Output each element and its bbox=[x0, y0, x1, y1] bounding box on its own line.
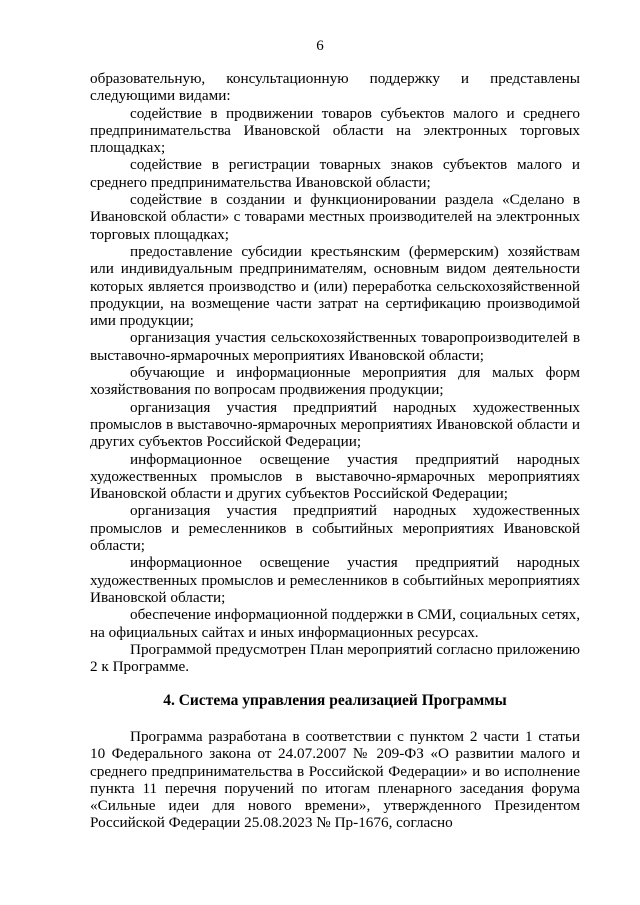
list-item-agri-exhibitions: организация участия сельскохозяйственных товаропроизводителей в выставочно-ярмарочных мероприятиях Ивановской области; bbox=[90, 329, 580, 364]
list-item-made-in-ivanovo-section: содействие в создании и функционировании раздела «Сделано в Ивановской области» с товарами местных производителей на электронных торговых площадках; bbox=[90, 191, 580, 243]
list-item-farm-subsidy: предоставление субсидии крестьянским (фермерским) хозяйствам или индивидуальным предпринимателям, основным видом деятельности которых является производство и (или) переработка сельскохозяйственной продукции, на возмещение части затрат на сертификацию производимой ими продукции; bbox=[90, 242, 580, 330]
list-item-training-events: обучающие и информационные мероприятия для малых форм хозяйствования по вопросам продвижения продукции; bbox=[90, 364, 580, 399]
list-item-trademark-registration: содействие в регистрации товарных знаков субъектов малого и среднего предпринимательства Ивановской области; bbox=[90, 156, 580, 191]
list-item-crafts-exhibitions: организация участия предприятий народных художественных промыслов в выставочно-ярмарочных мероприятиях Ивановской области и других субъектов Российской Федерации; bbox=[90, 398, 580, 451]
paragraph-continuation: образовательную, консультационную поддержку и представлены следующими видами: bbox=[90, 70, 580, 105]
list-item-crafts-events-coverage: информационное освещение участия предприятий народных художественных промыслов и ремесленников в событийных мероприятиях Ивановской области; bbox=[90, 554, 580, 606]
section-heading: 4. Система управления реализацией Программы bbox=[163, 692, 507, 709]
section-body bbox=[90, 728, 580, 832]
list-item-media-support: обеспечение информационной поддержки в СМИ, социальных сетях, на официальных сайтах и иных информационных ресурсах. bbox=[90, 606, 580, 641]
section-paragraph: Программа разработана в соответствии с пунктом 2 части 1 статьи 10 Федерального закона от 24.07.2007 № 209-ФЗ «О развитии малого и среднего предпринимательства в Российской Федерации» и во исполнение пункта 11 перечня поручений по итогам пленарного заседания форума «Сильные идеи для нового времени», утвержденного Президентом Российской Федерации 25.08.2023 № Пр-1676, согласно bbox=[90, 728, 580, 832]
paragraph-action-plan: Программой предусмотрен План мероприятий согласно приложению 2 к Программе. bbox=[90, 640, 580, 676]
list-item-crafts-exhibitions-coverage: информационное освещение участия предприятий народных художественных промыслов в выставочно-ярмарочных мероприятиях Ивановской области и других субъектов Российской Федерации; bbox=[90, 450, 580, 503]
list-item-promotion-marketplaces: содействие в продвижении товаров субъектов малого и среднего предпринимательства Ивановской области на электронных торговых площадках; bbox=[90, 104, 580, 157]
body-text bbox=[90, 70, 580, 675]
page-number: 6 bbox=[316, 38, 324, 54]
list-item-crafts-events: организация участия предприятий народных художественных промыслов и ремесленников в событийных мероприятиях Ивановской области; bbox=[90, 502, 580, 555]
